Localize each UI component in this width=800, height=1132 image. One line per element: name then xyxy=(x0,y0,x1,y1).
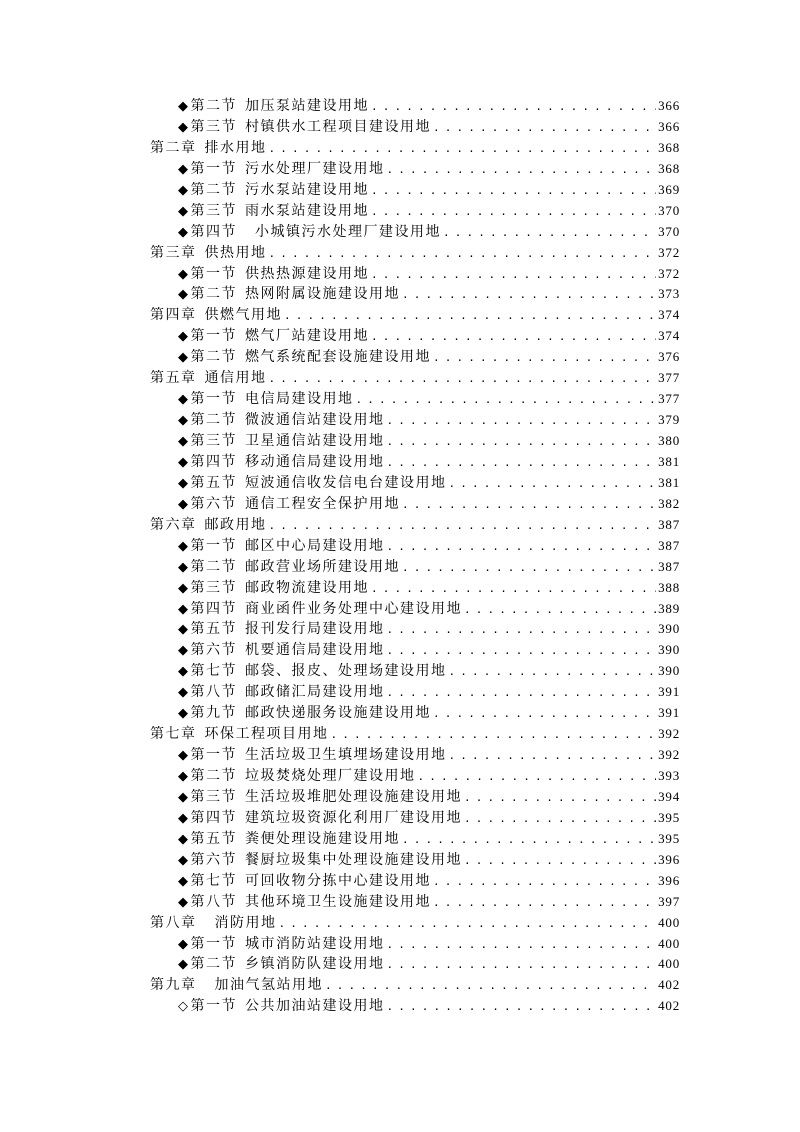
dot-leader xyxy=(433,704,656,725)
toc-title: 污水处理厂建设用地 xyxy=(245,160,385,177)
toc-page-number: 392 xyxy=(658,726,680,742)
toc-page-number: 402 xyxy=(658,977,680,993)
dot-leader xyxy=(387,955,657,976)
toc-label: 第一节 xyxy=(190,160,237,177)
toc-page-number: 373 xyxy=(658,286,680,302)
toc-label: 第五节 xyxy=(190,621,237,638)
toc-title: 邮政物流建设用地 xyxy=(245,579,369,596)
toc-label: 第一节 xyxy=(190,537,237,554)
dot-leader xyxy=(464,788,656,809)
toc-row[interactable] xyxy=(150,326,680,347)
toc-label: 第二节 xyxy=(190,412,237,429)
dot-leader xyxy=(464,851,656,872)
diamond-bullet-icon: ◆ xyxy=(178,936,190,952)
toc-label: 第三章 xyxy=(150,244,197,261)
toc-row[interactable] xyxy=(150,640,680,661)
toc-label: 第一节 xyxy=(190,998,237,1015)
dot-leader xyxy=(433,893,656,914)
toc-title: 雨水泵站建设用地 xyxy=(245,202,369,219)
toc-label: 第六节 xyxy=(190,851,237,868)
toc-page-number: 391 xyxy=(658,684,680,700)
toc-row[interactable] xyxy=(150,180,680,201)
toc-title: 邮袋、报皮、处理场建设用地 xyxy=(245,663,447,680)
toc-row[interactable] xyxy=(150,808,680,829)
toc-row[interactable] xyxy=(150,347,680,368)
dot-leader xyxy=(269,244,657,265)
dot-leader xyxy=(279,914,657,935)
toc-row[interactable] xyxy=(150,934,680,955)
diamond-bullet-icon: ◆ xyxy=(178,161,190,177)
toc-label: 第一节 xyxy=(190,328,237,345)
toc-page-number: 374 xyxy=(658,328,680,344)
diamond-bullet-icon: ◆ xyxy=(178,706,190,722)
toc-title: 热网附属设施建设用地 xyxy=(245,286,400,303)
dot-leader xyxy=(371,265,656,286)
diamond-bullet-icon: ◆ xyxy=(178,769,190,784)
toc-page-number: 387 xyxy=(658,558,680,574)
toc-chapter-row[interactable] xyxy=(150,138,680,159)
toc-label: 第二节 xyxy=(190,768,237,784)
toc-title: 燃气厂站建设用地 xyxy=(245,328,369,345)
dot-leader xyxy=(387,453,657,474)
toc-row[interactable] xyxy=(150,494,680,515)
toc-row[interactable] xyxy=(150,222,680,243)
toc-label: 第七节 xyxy=(190,872,237,889)
diamond-bullet-icon: ◆ xyxy=(178,203,190,219)
toc-page-number: 377 xyxy=(658,370,680,386)
toc-row[interactable] xyxy=(150,661,680,682)
toc-page-number: 370 xyxy=(658,202,680,218)
toc-title: 短波通信收发信电台建设用地 xyxy=(245,474,447,491)
diamond-bullet-icon: ◆ xyxy=(178,538,190,554)
toc-label: 第七节 xyxy=(190,663,237,680)
toc-label: 第五节 xyxy=(190,474,237,491)
toc-row[interactable] xyxy=(150,619,680,640)
dot-leader xyxy=(387,641,657,662)
toc-label: 第五章 xyxy=(150,370,197,387)
toc-page-number: 402 xyxy=(658,998,680,1014)
toc-label: 第二节 xyxy=(190,98,237,114)
toc-page-number: 366 xyxy=(658,118,680,134)
toc-label: 第六章 xyxy=(150,516,197,533)
toc-page-number: 380 xyxy=(658,433,680,448)
toc-label: 第二节 xyxy=(190,181,237,198)
diamond-bullet-icon: ◆ xyxy=(178,873,190,889)
table-of-contents xyxy=(150,96,680,1017)
toc-page-number: 369 xyxy=(658,181,680,197)
toc-row[interactable] xyxy=(150,284,680,305)
toc-row[interactable] xyxy=(150,431,680,452)
toc-page-number: 393 xyxy=(658,768,680,783)
toc-page-number: 400 xyxy=(658,914,680,930)
diamond-bullet-icon: ◆ xyxy=(178,664,190,680)
toc-title: 通信用地 xyxy=(204,370,267,387)
toc-title: 邮政营业场所建设用地 xyxy=(245,558,400,575)
toc-row[interactable] xyxy=(150,473,680,494)
diamond-bullet-icon: ◆ xyxy=(178,350,190,366)
toc-title: 供燃气用地 xyxy=(204,307,282,324)
diamond-bullet-icon: ◆ xyxy=(178,475,190,491)
diamond-bullet-icon: ◆ xyxy=(178,831,190,847)
toc-chapter-row[interactable] xyxy=(150,515,680,536)
toc-row[interactable] xyxy=(150,117,680,138)
dot-leader xyxy=(464,600,656,621)
diamond-bullet-icon: ◆ xyxy=(178,643,190,659)
diamond-bullet-icon: ◆ xyxy=(178,434,190,449)
toc-title: 供热热源建设用地 xyxy=(245,265,369,282)
toc-label: 第一节 xyxy=(190,391,237,408)
toc-row[interactable] xyxy=(150,996,680,1017)
toc-page-number: 395 xyxy=(658,830,680,846)
diamond-bullet-icon: ◆ xyxy=(178,748,190,764)
toc-page-number: 400 xyxy=(658,956,680,972)
toc-label: 第二节 xyxy=(190,286,237,303)
toc-title: 机要通信局建设用地 xyxy=(245,642,385,659)
toc-title: 小城镇污水处理厂建设用地 xyxy=(255,223,441,240)
toc-page-number: 396 xyxy=(658,872,680,888)
toc-title: 公共加油站建设用地 xyxy=(245,998,385,1015)
toc-title: 商业函件业务处理中心建设用地 xyxy=(245,600,462,617)
toc-label: 第六节 xyxy=(190,642,237,659)
toc-label: 第八节 xyxy=(190,684,237,701)
toc-title: 村镇供水工程项目建设用地 xyxy=(245,118,431,135)
toc-label: 第四节 xyxy=(190,453,237,470)
toc-title: 电信局建设用地 xyxy=(245,391,354,408)
toc-label: 第二节 xyxy=(190,956,237,973)
toc-label: 第八章 xyxy=(150,914,197,931)
toc-title: 其他环境卫生设施建设用地 xyxy=(245,893,431,910)
toc-title: 邮政储汇局建设用地 xyxy=(245,684,385,701)
toc-row[interactable] xyxy=(150,410,680,431)
toc-label: 第一节 xyxy=(190,747,237,764)
toc-title: 微波通信站建设用地 xyxy=(245,412,385,429)
dot-leader xyxy=(402,285,656,306)
dot-leader xyxy=(449,474,657,495)
dot-leader xyxy=(443,223,656,244)
toc-page-number: 387 xyxy=(658,537,680,553)
toc-row[interactable] xyxy=(150,892,680,913)
dot-leader xyxy=(433,348,656,369)
toc-row[interactable] xyxy=(150,954,680,975)
toc-page-number: 390 xyxy=(658,621,680,637)
toc-page-number: 389 xyxy=(658,600,680,616)
toc-page-number: 388 xyxy=(658,579,680,595)
diamond-bullet-icon: ◆ xyxy=(178,413,190,429)
toc-title: 生活垃圾堆肥处理设施建设用地 xyxy=(245,788,462,805)
toc-chapter-row[interactable] xyxy=(150,913,680,934)
toc-page-number: 368 xyxy=(658,160,680,176)
toc-title: 邮政快递服务设施建设用地 xyxy=(245,705,431,722)
dot-leader xyxy=(284,306,656,327)
toc-title: 餐厨垃圾集中处理设施建设用地 xyxy=(245,851,462,868)
toc-row[interactable] xyxy=(150,703,680,724)
dot-leader xyxy=(433,118,656,139)
toc-page-number: 390 xyxy=(658,642,680,658)
toc-row[interactable] xyxy=(150,850,680,871)
toc-page-number: 366 xyxy=(658,98,680,113)
toc-page-number: 377 xyxy=(658,391,680,407)
toc-page-number: 372 xyxy=(658,265,680,281)
toc-page-number: 387 xyxy=(658,516,680,532)
diamond-bullet-icon: ◆ xyxy=(178,266,190,282)
diamond-bullet-icon: ◆ xyxy=(178,685,190,701)
diamond-bullet-icon: ◆ xyxy=(178,580,190,596)
toc-row[interactable] xyxy=(150,389,680,410)
toc-row[interactable] xyxy=(150,787,680,808)
toc-row[interactable] xyxy=(150,766,680,787)
toc-page-number: 400 xyxy=(658,935,680,951)
diamond-bullet-icon: ◆ xyxy=(178,224,190,240)
toc-label: 第二章 xyxy=(150,139,197,156)
toc-page-number: 382 xyxy=(658,495,680,511)
diamond-bullet-icon: ◆ xyxy=(178,601,190,617)
toc-label: 第一节 xyxy=(190,935,237,952)
toc-title: 乡镇消防队建设用地 xyxy=(245,956,385,973)
diamond-bullet-icon: ◆ xyxy=(178,559,190,575)
toc-row[interactable] xyxy=(150,264,680,285)
diamond-bullet-icon: ◆ xyxy=(178,182,190,198)
toc-label: 第五节 xyxy=(190,830,237,847)
dot-leader xyxy=(325,976,656,997)
dot-leader xyxy=(356,390,657,411)
toc-page-number: 391 xyxy=(658,705,680,721)
diamond-bullet-icon: ◆ xyxy=(178,496,190,512)
toc-row[interactable] xyxy=(150,159,680,180)
toc-row[interactable] xyxy=(150,201,680,222)
toc-title: 可回收物分拣中心建设用地 xyxy=(245,872,431,889)
diamond-bullet-icon: ◆ xyxy=(178,99,190,114)
toc-page-number: 392 xyxy=(658,747,680,763)
toc-label: 第三节 xyxy=(190,433,237,449)
toc-page-number: 394 xyxy=(658,788,680,804)
toc-row[interactable] xyxy=(150,96,680,117)
dot-leader xyxy=(387,935,657,956)
diamond-bullet-icon: ◆ xyxy=(178,392,190,408)
toc-page-number: 370 xyxy=(658,223,680,239)
toc-page-number: 381 xyxy=(658,453,680,469)
dot-leader xyxy=(449,746,657,767)
dot-leader xyxy=(387,432,657,453)
toc-label: 第二节 xyxy=(190,558,237,575)
toc-label: 第二节 xyxy=(190,349,237,366)
dot-leader xyxy=(402,495,656,516)
dot-leader xyxy=(371,202,656,223)
diamond-bullet-icon: ◆ xyxy=(178,119,190,135)
dot-leader xyxy=(387,411,657,432)
dot-leader xyxy=(464,809,656,830)
toc-row[interactable] xyxy=(150,557,680,578)
toc-title: 生活垃圾卫生填埋场建设用地 xyxy=(245,747,447,764)
toc-title: 燃气系统配套设施建设用地 xyxy=(245,349,431,366)
toc-page-number: 396 xyxy=(658,851,680,867)
toc-label: 第三节 xyxy=(190,118,237,135)
toc-label: 第八节 xyxy=(190,893,237,910)
toc-title: 报刊发行局建设用地 xyxy=(245,621,385,638)
toc-page-number: 376 xyxy=(658,349,680,365)
toc-row[interactable] xyxy=(150,599,680,620)
toc-title: 城市消防站建设用地 xyxy=(245,935,385,952)
toc-label: 第四章 xyxy=(150,307,197,324)
toc-chapter-row[interactable] xyxy=(150,305,680,326)
toc-page-number: 381 xyxy=(658,474,680,490)
diamond-bullet-icon: ◆ xyxy=(178,789,190,805)
dot-leader xyxy=(371,327,656,348)
toc-title: 污水泵站建设用地 xyxy=(245,181,369,198)
dot-leader xyxy=(371,181,656,202)
toc-title: 邮政用地 xyxy=(204,516,267,533)
toc-page-number: 374 xyxy=(658,307,680,323)
dot-leader xyxy=(387,160,657,181)
dot-leader xyxy=(387,683,657,704)
dot-leader xyxy=(371,97,656,118)
dot-leader xyxy=(387,620,657,641)
toc-title: 环保工程项目用地 xyxy=(204,726,329,743)
dot-leader xyxy=(387,537,657,558)
toc-page-number: 397 xyxy=(658,893,680,909)
toc-title: 邮区中心局建设用地 xyxy=(245,537,385,554)
toc-row[interactable] xyxy=(150,745,680,766)
diamond-bullet-icon: ◆ xyxy=(178,329,190,345)
dot-leader xyxy=(418,767,657,788)
toc-page-number: 379 xyxy=(658,412,680,428)
toc-title: 粪便处理设施建设用地 xyxy=(245,830,400,847)
diamond-bullet-icon: ◆ xyxy=(178,287,190,303)
toc-title: 垃圾焚烧处理厂建设用地 xyxy=(245,768,416,784)
toc-label: 第九节 xyxy=(190,705,237,722)
toc-row[interactable] xyxy=(150,871,680,892)
toc-title: 卫星通信站建设用地 xyxy=(245,433,385,449)
toc-label: 第四节 xyxy=(190,809,237,826)
toc-row[interactable] xyxy=(150,578,680,599)
toc-row[interactable] xyxy=(150,682,680,703)
toc-page-number: 368 xyxy=(658,139,680,155)
toc-label: 第一节 xyxy=(190,265,237,282)
toc-label: 第三节 xyxy=(190,579,237,596)
diamond-bullet-icon: ◆ xyxy=(178,957,190,973)
toc-title: 排水用地 xyxy=(204,139,267,156)
dot-leader xyxy=(269,516,657,537)
toc-title: 加油气氢站用地 xyxy=(214,977,323,994)
toc-label: 第六节 xyxy=(190,495,237,512)
toc-label: 第三节 xyxy=(190,202,237,219)
toc-row[interactable] xyxy=(150,829,680,850)
diamond-bullet-icon: ◆ xyxy=(178,454,190,470)
dot-leader xyxy=(433,872,656,893)
toc-row[interactable] xyxy=(150,452,680,473)
toc-page-number: 372 xyxy=(658,244,680,260)
diamond-bullet-icon: ◆ xyxy=(178,894,190,910)
dot-leader xyxy=(269,369,657,390)
toc-page-number: 395 xyxy=(658,809,680,825)
toc-chapter-row[interactable] xyxy=(150,368,680,389)
toc-title: 加压泵站建设用地 xyxy=(245,98,369,114)
diamond-bullet-icon: ◆ xyxy=(178,852,190,868)
dot-leader xyxy=(387,997,657,1018)
dot-leader xyxy=(269,139,657,160)
diamond-bullet-icon: ◆ xyxy=(178,810,190,826)
toc-label: 第九章 xyxy=(150,977,197,994)
dot-leader xyxy=(402,558,656,579)
toc-title: 供热用地 xyxy=(204,244,267,261)
toc-label: 第四节 xyxy=(190,600,237,617)
dot-leader xyxy=(402,830,656,851)
toc-chapter-row[interactable] xyxy=(150,724,680,745)
dot-leader xyxy=(331,725,657,746)
dot-leader xyxy=(449,662,657,683)
toc-title: 消防用地 xyxy=(214,914,277,931)
toc-title: 建筑垃圾资源化利用厂建设用地 xyxy=(245,809,462,826)
hollow-diamond-bullet-icon: ◇ xyxy=(178,999,190,1015)
toc-page-number: 390 xyxy=(658,663,680,679)
toc-title: 通信工程安全保护用地 xyxy=(245,495,400,512)
toc-row[interactable] xyxy=(150,536,680,557)
toc-title: 移动通信局建设用地 xyxy=(245,453,385,470)
toc-label: 第七章 xyxy=(150,726,197,743)
diamond-bullet-icon: ◆ xyxy=(178,622,190,638)
toc-label: 第三节 xyxy=(190,788,237,805)
toc-chapter-row[interactable] xyxy=(150,975,680,996)
dot-leader xyxy=(371,579,656,600)
toc-chapter-row[interactable] xyxy=(150,243,680,264)
toc-label: 第四节 xyxy=(190,223,237,240)
